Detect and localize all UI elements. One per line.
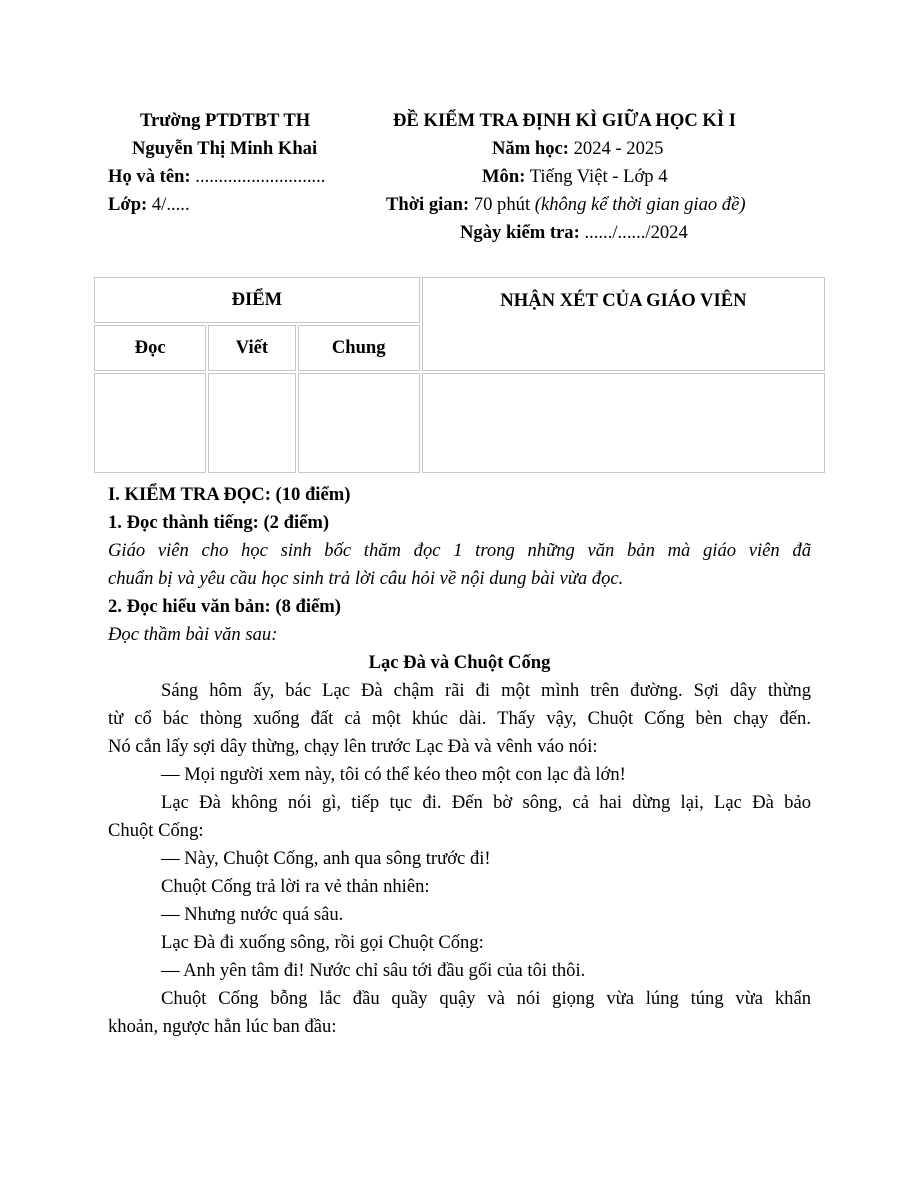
part1-title: 1. Đọc thành tiếng: (2 điểm) [108,512,330,533]
story-line: Lạc Đà đi xuống sông, rồi gọi Chuột Cống: [161,932,484,953]
story-line: — Nhưng nước quá sâu. [161,904,344,925]
grade-table [92,275,827,475]
exam-duration: Thời gian: 70 phút (không kể thời gian giao đề) [386,194,746,215]
part1-instruction-line2: chuẩn bị và yêu cầu học sinh trả lời câu hỏi về nội dung bài vừa đọc. [108,568,624,589]
subject: Môn: Tiếng Việt - Lớp 4 [482,166,668,187]
story-line: Chuột Cống: [108,820,204,841]
school-name-line2: Nguyễn Thị Minh Khai [132,138,318,159]
part1-instruction-line1: Giáo viên cho học sinh bốc thăm đọc 1 trong những văn bản mà giáo viên đã [108,540,811,561]
part2-title: 2. Đọc hiểu văn bản: (8 điểm) [108,596,341,617]
student-name-field: Họ và tên: ............................ [108,166,326,187]
score-reading-header: Đọc [94,325,206,371]
exam-date: Ngày kiểm tra: ....../....../2024 [460,222,688,243]
score-total-cell [298,373,420,473]
story-line: — Mọi người xem này, tôi có thể kéo theo một con lạc đà lớn! [161,764,626,785]
score-total-header: Chung [298,325,420,371]
story-line: — Này, Chuột Cống, anh qua sông trước đi! [161,848,491,869]
teacher-comment-header: NHẬN XÉT CỦA GIÁO VIÊN [422,277,825,371]
section-reading-title: I. KIỂM TRA ĐỌC: (10 điểm) [108,484,351,505]
school-year: Năm học: 2024 - 2025 [492,138,664,159]
story-title: Lạc Đà và Chuột Cống [368,652,551,673]
story-line: Chuột Cống bỗng lắc đầu quầy quậy và nói giọng vừa lúng túng vừa khẩn [161,988,811,1009]
story-line: từ cổ bác thòng xuống đất cả một khúc dài. Thấy vậy, Chuột Cống bèn chạy đến. [108,708,811,729]
school-name-line1: Trường PTDTBT TH [140,110,311,131]
part2-instruction: Đọc thầm bài văn sau: [108,624,278,645]
story-line: khoản, ngược hẳn lúc ban đầu: [108,1016,337,1037]
score-header: ĐIỂM [94,277,420,323]
story-line: Nó cắn lấy sợi dây thừng, chạy lên trước Lạc Đà và vênh váo nói: [108,736,598,757]
score-writing-cell [208,373,295,473]
score-writing-header: Viết [208,325,295,371]
score-reading-cell [94,373,206,473]
story-line: Chuột Cống trả lời ra vẻ thản nhiên: [161,876,430,897]
story-line: Sáng hôm ấy, bác Lạc Đà chậm rãi đi một mình trên đường. Sợi dây thừng [161,680,811,701]
exam-title: ĐỀ KIỂM TRA ĐỊNH KÌ GIỮA HỌC KÌ I [393,110,737,131]
story-line: — Anh yên tâm đi! Nước chỉ sâu tới đầu gối của tôi thôi. [161,960,586,981]
teacher-comment-cell [422,373,825,473]
story-line: Lạc Đà không nói gì, tiếp tục đi. Đến bờ sông, cả hai dừng lại, Lạc Đà bảo [161,792,811,813]
class-field: Lớp: 4/..... [108,194,190,215]
